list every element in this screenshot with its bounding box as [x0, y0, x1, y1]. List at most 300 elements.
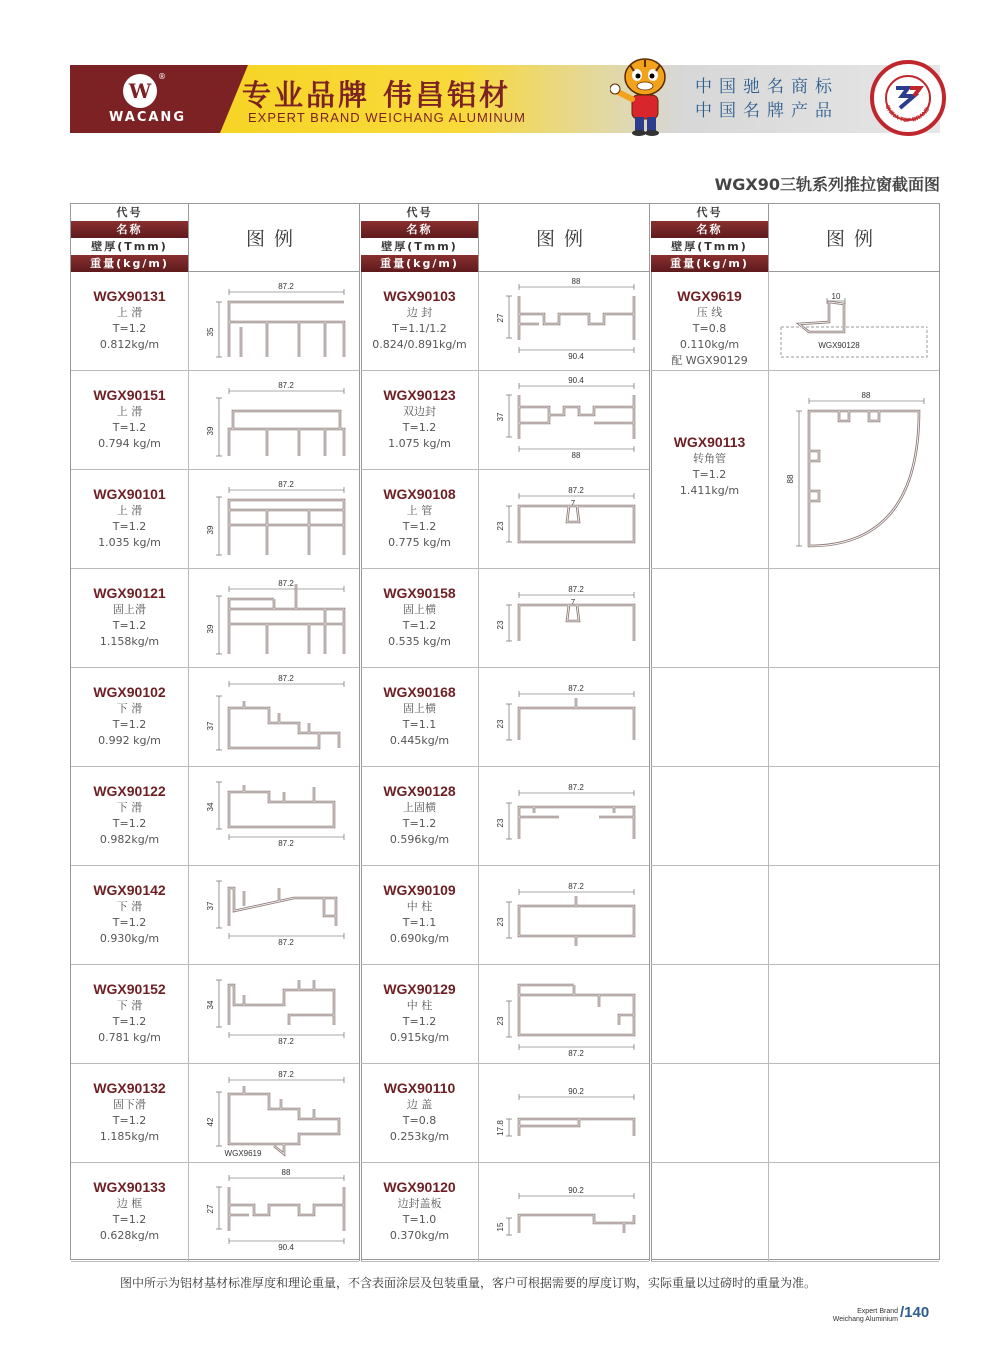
table-column: [71, 204, 361, 1261]
dimension-label: 17.8: [496, 1120, 505, 1136]
dimension-label: 87.2: [568, 783, 584, 792]
profile-drawing: [479, 569, 649, 668]
header-code: 代号: [361, 204, 478, 221]
dimension-label: 90.2: [568, 1087, 584, 1096]
profile-figure: [769, 866, 939, 965]
profile-drawing: [189, 1064, 359, 1163]
profile-t: T=1.2: [112, 1114, 147, 1127]
svg-text:CHINA TOP BRAND: CHINA TOP BRAND: [883, 104, 932, 125]
profile-section-shape: [519, 1119, 634, 1136]
dimension-label: 90.4: [278, 1243, 294, 1252]
table-row: [361, 1163, 649, 1262]
profile-info: [651, 272, 769, 371]
profile-figure: [769, 965, 939, 1064]
profile-section-highlight: [809, 411, 919, 546]
profile-w: 1.411kg/m: [679, 484, 740, 497]
profile-w: 1.075 kg/m: [388, 437, 451, 450]
profile-section-shape: [519, 985, 634, 1035]
profile-info: [71, 668, 189, 767]
profile-figure: [189, 272, 359, 371]
dimension-label: 23: [496, 521, 505, 531]
profile-info: [361, 1064, 479, 1163]
profile-code: WGX90103: [383, 288, 456, 304]
profile-info: [71, 965, 189, 1064]
header-banner: [70, 65, 940, 133]
dimension-label: 23: [496, 719, 505, 729]
table-row: [361, 569, 649, 668]
profile-info: [651, 569, 769, 668]
profile-section-shape: [519, 296, 634, 340]
dimension-label: 87.2: [568, 486, 584, 495]
profile-drawing: [479, 1064, 649, 1163]
profile-name: 下 滑: [116, 999, 143, 1012]
table-column: [361, 204, 651, 1261]
profile-info: [361, 569, 479, 668]
dimension-label: 37: [496, 412, 505, 422]
profile-extra: 配 WGX90129: [671, 354, 748, 367]
dimension-label: 34: [206, 1000, 215, 1010]
profile-figure: [479, 470, 649, 569]
profile-t: T=1.1: [402, 718, 437, 731]
profile-drawing: [189, 470, 359, 569]
dimension-label: 87.2: [568, 1049, 584, 1058]
profile-name: 边封盖板: [397, 1197, 442, 1210]
dimension-label: 42: [206, 1117, 215, 1127]
profile-name: 转角管: [693, 452, 726, 465]
profile-figure: [189, 965, 359, 1064]
profile-info: [651, 965, 769, 1064]
profile-name: 下 滑: [116, 702, 143, 715]
profile-figure: [189, 569, 359, 668]
profile-figure: [189, 767, 359, 866]
profile-t: T=1.2: [402, 1015, 437, 1028]
profile-t: T=1.2: [112, 916, 147, 929]
dimension-label: 87.2: [568, 585, 584, 594]
profile-section-shape: [519, 698, 634, 740]
dimension-label: 88: [571, 277, 581, 286]
profile-drawing: [189, 272, 359, 371]
profile-section-shape: [229, 888, 336, 926]
profile-t: T=1.2: [692, 468, 727, 481]
profile-w: 1.158kg/m: [99, 635, 160, 648]
profile-section-highlight: [519, 985, 634, 1035]
profile-drawing: [479, 470, 649, 569]
footer-line-1: Expert Brand: [857, 1308, 898, 1315]
dimension-label: 88: [786, 474, 795, 484]
table-row: [651, 866, 939, 965]
profile-name: 上 滑: [116, 504, 143, 517]
profile-section-highlight: [229, 1187, 344, 1231]
dimension-label: 87.2: [278, 579, 294, 588]
dimension-label: 39: [206, 426, 215, 436]
profile-w: 0.690kg/m: [389, 932, 450, 945]
table-row: [361, 866, 649, 965]
profile-drawing: [189, 668, 359, 767]
table-row: [71, 965, 359, 1064]
dimension-label: 23: [496, 1016, 505, 1026]
dimension-label: 35: [206, 327, 215, 337]
profile-name: 边 盖: [406, 1098, 433, 1111]
profile-w: 0.930kg/m: [99, 932, 160, 945]
profile-t: T=1.2: [112, 322, 147, 335]
profile-t: T=1.2: [402, 520, 437, 533]
profile-figure: [479, 272, 649, 371]
table-row: [651, 1064, 939, 1163]
profile-name: 中 柱: [406, 900, 433, 913]
profile-code: WGX90152: [93, 981, 166, 997]
profile-code: WGX90123: [383, 387, 456, 403]
tiger-mascot-icon: [610, 55, 680, 137]
profile-info: [651, 767, 769, 866]
dimension-label: 15: [496, 1222, 505, 1232]
profile-name: 固上滑: [113, 603, 146, 616]
profile-section-shape: [229, 785, 334, 827]
profile-section-shape: [809, 411, 919, 546]
profile-figure: [479, 965, 649, 1064]
profile-figure: [479, 1163, 649, 1262]
profile-figure: [769, 1163, 939, 1262]
profile-name: 边 封: [406, 306, 433, 319]
registered-mark: ®: [158, 72, 166, 81]
profile-code: WGX90101: [93, 486, 166, 502]
profile-drawing: [189, 767, 359, 866]
dimension-label: 87.2: [278, 1037, 294, 1046]
profile-t: T=0.8: [692, 322, 727, 335]
profile-info: [361, 866, 479, 965]
dimension-label: 87.2: [278, 938, 294, 947]
profile-t: T=1.2: [112, 817, 147, 830]
dimension-label: 87.2: [278, 839, 294, 848]
profile-drawing: [189, 371, 359, 470]
profile-drawing: [479, 866, 649, 965]
profile-name: 下 滑: [116, 900, 143, 913]
profile-figure: [479, 767, 649, 866]
dimension-label: 10: [831, 292, 841, 301]
header-name: 名称: [71, 221, 188, 238]
profile-section-highlight: [229, 500, 344, 555]
profile-t: T=1.2: [402, 817, 437, 830]
profile-info: [71, 767, 189, 866]
dimension-label: WGX9619: [224, 1149, 262, 1158]
profile-drawing: [189, 965, 359, 1064]
profile-t: T=1.1: [402, 916, 437, 929]
profile-w: 0.596kg/m: [389, 833, 450, 846]
profile-info: [651, 866, 769, 965]
profile-figure: [769, 569, 939, 668]
table-column: [651, 204, 941, 1261]
table-row: [71, 866, 359, 965]
profile-w: 0.628kg/m: [99, 1229, 160, 1242]
table-row: [71, 668, 359, 767]
wacang-logo-icon: W: [123, 74, 157, 108]
profile-w: 0.370kg/m: [389, 1229, 450, 1242]
profile-info: [361, 767, 479, 866]
table-row: [71, 1163, 359, 1262]
seal-ring-text-icon: [874, 64, 942, 132]
dimension-label: 87.2: [278, 480, 294, 489]
profile-t: T=0.8: [402, 1114, 437, 1127]
profile-code: WGX90129: [383, 981, 456, 997]
profile-w: 0.253kg/m: [389, 1130, 450, 1143]
profile-w: 1.035 kg/m: [98, 536, 161, 549]
profile-section-shape: [229, 1187, 344, 1231]
profile-section-shape: [229, 302, 344, 357]
table-row: [651, 1163, 939, 1262]
profile-section-highlight: [519, 395, 634, 439]
profile-w: 1.185kg/m: [99, 1130, 160, 1143]
profile-w: 0.812kg/m: [99, 338, 160, 351]
table-row: [71, 470, 359, 569]
profile-info: [651, 1064, 769, 1163]
header-figure: 图例: [769, 204, 939, 272]
profile-figure: [479, 371, 649, 470]
profile-section-shape: [229, 980, 334, 1025]
dimension-label: 7: [570, 598, 576, 607]
footnote: 图中所示为铝材基材标准厚度和理论重量，不含表面涂层及包装重量，客户可根据需要的厚度订购，实际重量以过磅时的重量为准。: [120, 1276, 817, 1290]
profile-figure: [189, 1064, 359, 1163]
profile-code: WGX90158: [383, 585, 456, 601]
page-number: /140: [900, 1304, 930, 1321]
profile-section-shape: [519, 395, 634, 439]
profile-info: [71, 272, 189, 371]
dimension-label: 88: [281, 1168, 291, 1177]
profile-section-shape: [229, 411, 344, 456]
dimension-label: 87.2: [278, 1070, 294, 1079]
dimension-label: 37: [206, 901, 215, 911]
profile-w: 0.781 kg/m: [98, 1031, 161, 1044]
profile-code: WGX90121: [93, 585, 166, 601]
profile-figure: [479, 668, 649, 767]
profile-w: 0.110kg/m: [679, 338, 740, 351]
profile-section-highlight: [229, 701, 339, 748]
logo-text: WACANG: [109, 110, 186, 125]
profile-figure: [189, 371, 359, 470]
profile-info: [651, 668, 769, 767]
profile-drawing: [479, 767, 649, 866]
dimension-label: 23: [496, 620, 505, 630]
profile-w: 0.794 kg/m: [98, 437, 161, 450]
dimension-label: 27: [496, 313, 505, 323]
dimension-label: 87.2: [278, 674, 294, 683]
profile-code: WGX90131: [93, 288, 166, 304]
dimension-label: 90.4: [568, 352, 584, 361]
profile-code: WGX90122: [93, 783, 166, 799]
profile-drawing: [189, 569, 359, 668]
profile-t: T=1.2: [112, 718, 147, 731]
profile-name: 上 滑: [116, 306, 143, 319]
dimension-label: 87.2: [278, 381, 294, 390]
honor-line-2: 中国名牌产品: [695, 101, 839, 121]
profile-table: [70, 203, 940, 1260]
page-title: WGX90三轨系列推拉窗截面图: [714, 175, 940, 194]
profile-info: [361, 1163, 479, 1262]
profile-name: 中 柱: [406, 999, 433, 1012]
table-row: [651, 767, 939, 866]
table-row: [361, 767, 649, 866]
profile-info: [651, 371, 769, 569]
profile-t: T=1.2: [112, 1213, 147, 1226]
honor-text: [695, 75, 839, 123]
profile-section-shape: [519, 896, 634, 946]
dimension-label: 39: [206, 624, 215, 634]
dimension-label: 23: [496, 917, 505, 927]
table-row: [651, 965, 939, 1064]
profile-figure: [189, 866, 359, 965]
profile-code: WGX90132: [93, 1080, 166, 1096]
profile-drawing: [189, 1163, 359, 1262]
profile-figure: [769, 767, 939, 866]
profile-figure: [479, 866, 649, 965]
profile-section-highlight: [519, 1119, 634, 1136]
profile-drawing: [479, 371, 649, 470]
profile-name: 压 线: [696, 306, 723, 319]
profile-drawing: [769, 371, 939, 569]
profile-info: [71, 866, 189, 965]
profile-section-shape: [519, 506, 634, 542]
table-row: [651, 371, 939, 569]
table-row: [361, 371, 649, 470]
header-name: 名称: [651, 221, 768, 238]
profile-info: [71, 569, 189, 668]
dimension-label: 23: [496, 818, 505, 828]
profile-section-highlight: [519, 807, 634, 839]
profile-section-highlight: [229, 302, 344, 357]
header-weight: 重量(kg/m): [71, 255, 188, 272]
footer-line-2: Weichang Aluminium: [832, 1316, 898, 1323]
profile-code: WGX90120: [383, 1179, 456, 1195]
profile-info: [361, 668, 479, 767]
slogan-chinese: 专业品牌 伟昌铝材: [242, 78, 512, 112]
dimension-label: 7: [570, 499, 576, 508]
header-thickness: 壁厚(Tmm): [361, 238, 478, 255]
header-figure: 图例: [479, 204, 649, 272]
profile-info: [71, 1163, 189, 1262]
profile-w: 0.535 kg/m: [388, 635, 451, 648]
slogan-english: EXPERT BRAND WEICHANG ALUMINUM: [248, 110, 527, 125]
profile-w: 0.775 kg/m: [388, 536, 451, 549]
header-code: 代号: [651, 204, 768, 221]
profile-info: [361, 470, 479, 569]
profile-name: 边 框: [116, 1197, 143, 1210]
profile-t: T=1.2: [112, 619, 147, 632]
table-row: [361, 668, 649, 767]
profile-section-highlight: [229, 584, 344, 654]
profile-w: 0.824/0.891kg/m: [372, 338, 467, 351]
profile-figure: [189, 1163, 359, 1262]
profile-info: [361, 371, 479, 470]
profile-name: 上固横: [403, 801, 436, 814]
header-name: 名称: [361, 221, 478, 238]
profile-figure: [769, 272, 939, 371]
dimension-label: 87.2: [278, 282, 294, 291]
profile-info: [71, 1064, 189, 1163]
column-header-labels: [361, 204, 479, 272]
table-row: [71, 272, 359, 371]
table-row: [651, 569, 939, 668]
dimension-label: 87.2: [568, 882, 584, 891]
dimension-label: 39: [206, 525, 215, 535]
profile-code: WGX90113: [673, 434, 746, 450]
profile-section-shape: [519, 807, 634, 839]
profile-name: 双边封: [403, 405, 436, 418]
profile-code: WGX90168: [383, 684, 456, 700]
header-weight: 重量(kg/m): [651, 255, 768, 272]
dimension-label: 34: [206, 802, 215, 812]
profile-figure: [769, 668, 939, 767]
dimension-label: 90.2: [568, 1186, 584, 1195]
dimension-label: 87.2: [568, 684, 584, 693]
table-row: [361, 1064, 649, 1163]
profile-drawing: [769, 272, 939, 371]
profile-figure: [479, 569, 649, 668]
profile-figure: [479, 1064, 649, 1163]
profile-figure: [769, 1064, 939, 1163]
profile-info: [71, 371, 189, 470]
header-thickness: 壁厚(Tmm): [71, 238, 188, 255]
profile-w: 0.992 kg/m: [98, 734, 161, 747]
profile-drawing: [479, 965, 649, 1064]
profile-name: 上 滑: [116, 405, 143, 418]
profile-code: WGX90109: [383, 882, 456, 898]
profile-info: [361, 272, 479, 371]
profile-name: 固下滑: [113, 1098, 146, 1111]
column-header-labels: [651, 204, 769, 272]
dimension-label: 88: [571, 451, 581, 460]
profile-w: 0.982kg/m: [99, 833, 160, 846]
profile-t: T=1.2: [112, 1015, 147, 1028]
profile-name: 固上横: [403, 702, 436, 715]
honor-line-1: 中国驰名商标: [695, 77, 839, 97]
table-row: [71, 371, 359, 470]
profile-section-shape: [229, 500, 344, 555]
profile-section-highlight: [519, 296, 634, 340]
table-row: [651, 668, 939, 767]
profile-name: 上 管: [406, 504, 433, 517]
china-top-brand-seal-icon: [870, 60, 946, 136]
profile-figure: [769, 371, 939, 569]
profile-t: T=1.2: [402, 421, 437, 434]
profile-code: WGX90108: [383, 486, 456, 502]
profile-t: T=1.1/1.2: [392, 322, 447, 335]
dimension-label: 27: [206, 1204, 215, 1214]
dimension-label: 88: [861, 391, 871, 400]
profile-t: T=1.0: [402, 1213, 437, 1226]
profile-t: T=1.2: [112, 421, 147, 434]
table-row: [71, 569, 359, 668]
table-row: [651, 272, 939, 371]
profile-info: [71, 470, 189, 569]
profile-section-shape: [519, 1215, 634, 1233]
dimension-label: WGX90128: [818, 341, 860, 350]
table-row: [71, 1064, 359, 1163]
profile-drawing: [479, 1163, 649, 1262]
profile-code: WGX90142: [93, 882, 166, 898]
header-figure: 图例: [189, 204, 359, 272]
table-row: [361, 965, 649, 1064]
profile-drawing: [189, 866, 359, 965]
profile-w: 0.915kg/m: [389, 1031, 450, 1044]
profile-t: T=1.2: [402, 619, 437, 632]
header-thickness: 壁厚(Tmm): [651, 238, 768, 255]
profile-t: T=1.2: [112, 520, 147, 533]
profile-info: [651, 1163, 769, 1262]
profile-section-highlight: [229, 411, 344, 456]
table-row: [361, 470, 649, 569]
profile-code: WGX90110: [383, 1080, 456, 1096]
profile-w: 0.445kg/m: [389, 734, 450, 747]
table-row: [71, 767, 359, 866]
dimension-label: 90.4: [568, 376, 584, 385]
